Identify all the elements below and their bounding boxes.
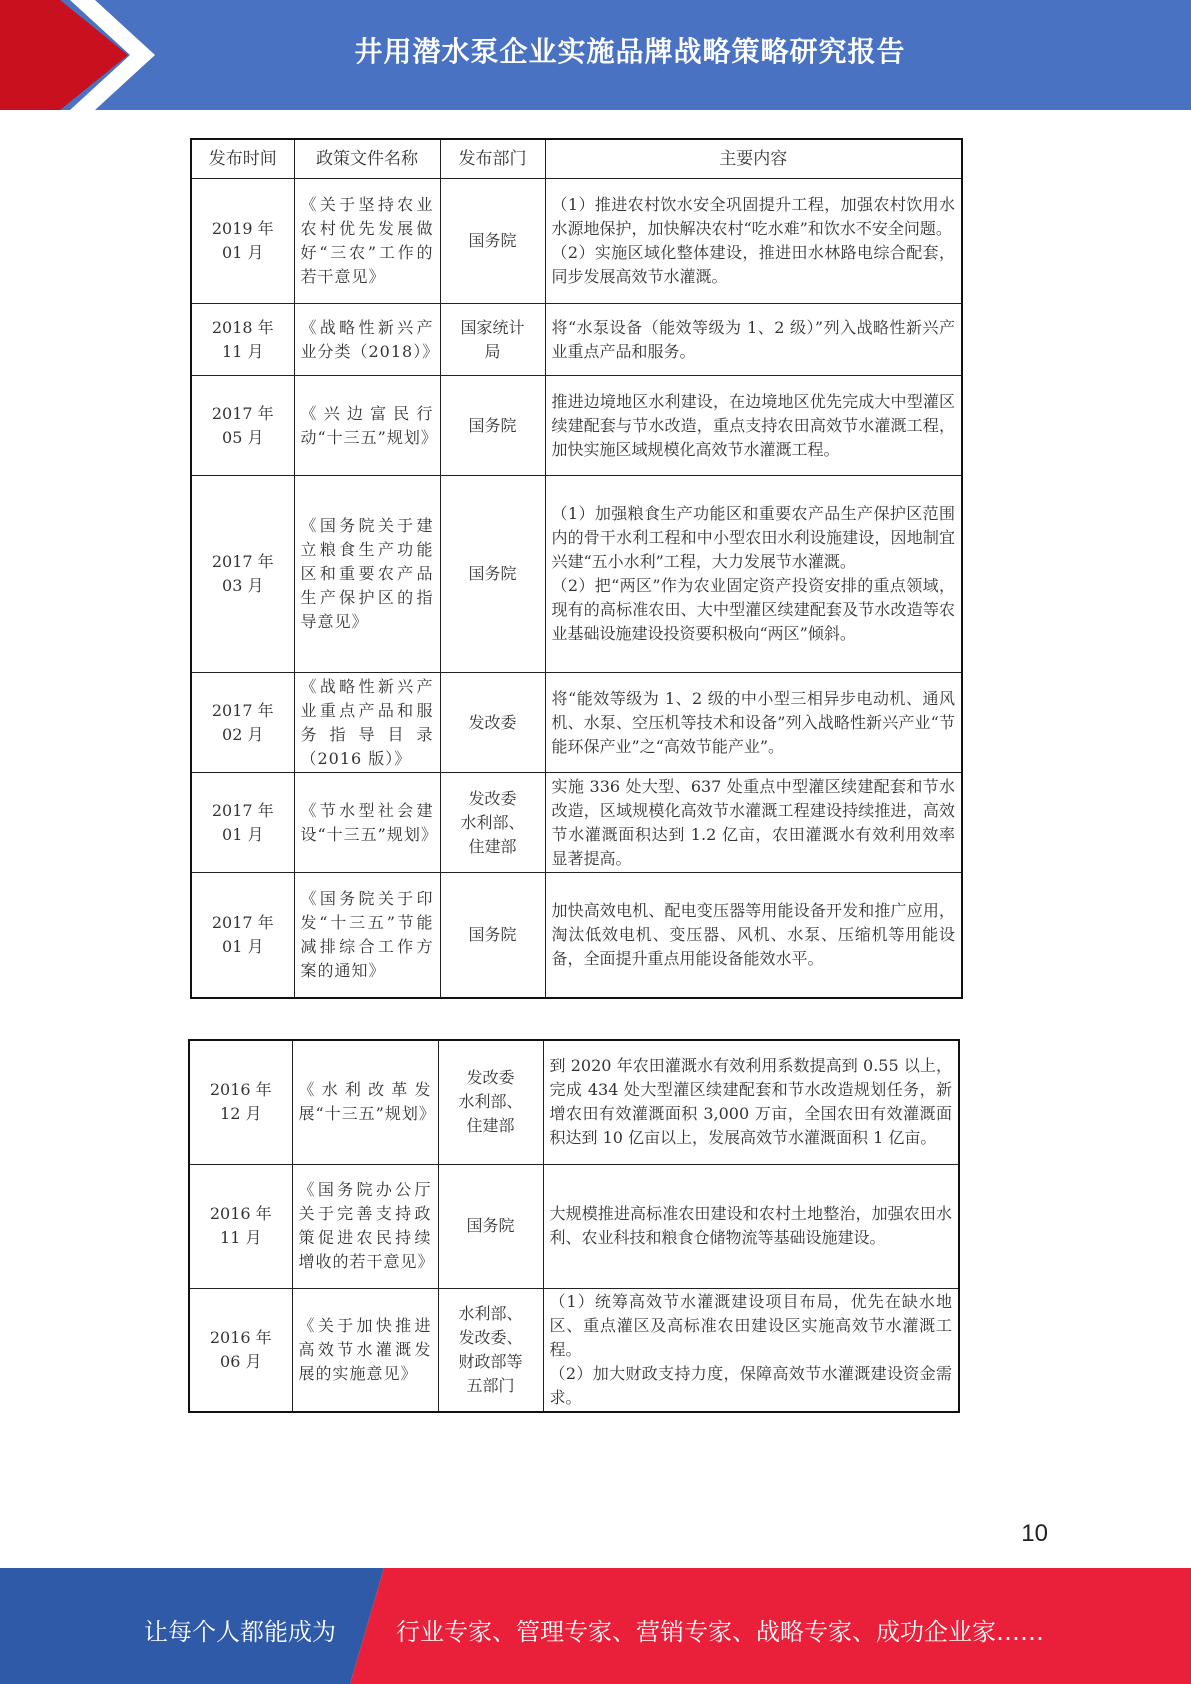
policy-name-cell: 《战略性新兴产业分类（2018）》 [294,304,440,376]
content-paragraph: 加快高效电机、配电变压器等用能设备开发和推广应用，淘汰低效电机、变压器、风机、水泵、压缩机等用能设备，全面提升重点用能设备能效水平。 [551,900,955,968]
department-line: 局 [484,341,501,361]
release-date-line: 2017 年 [211,800,274,820]
content-paragraph: 到 2020 年农田灌溉水有效利用系数提高到 0.55 以上，完成 434 处大型灌区续建配套和节水改造规划任务，新增农田有效灌溉面积 3,000 万亩，全国农田有效灌溉面积达到 10 亿亩以上，发展高效节水灌溉面积 1 亿亩。 [549,1056,952,1148]
main-content-cell [545,476,962,673]
policy-name-cell: 《兴边富民行动“十三五”规划》 [294,376,440,476]
table-row [189,1040,959,1164]
table-row [189,1288,959,1412]
release-date-cell [191,304,294,376]
release-date-line: 2017 年 [211,403,274,423]
main-content-cell [543,1040,959,1164]
release-date-line: 2019 年 [211,219,274,238]
table-row [191,476,962,673]
policy-name-cell: 《战略性新兴产业重点产品和服务指导目录（2016 版）》 [294,673,440,773]
release-date-line: 2017 年 [211,552,274,571]
department-line: 国务院 [468,564,517,583]
main-content-cell [545,873,962,998]
release-date-cell [191,476,294,673]
release-date-line: 03 月 [222,576,264,595]
column-header-department: 发布部门 [440,139,545,179]
content-paragraph: （2）把“两区”作为农业固定资产投资安排的重点领域，现有的高标准农田、大中型灌区续建配套及节水改造等农业基础设施建设投资要积极向“两区”倾斜。 [551,576,955,643]
department-line: 发改委、 [458,1327,523,1347]
content-paragraph: （1）加强粮食生产功能区和重要农产品生产保护区范围内的骨干水利工程和中小型农田水利设施建设，因地制宜兴建“五小水利”工程，大力发展节水灌溉。 [551,504,955,571]
document-title: 井用潜水泵企业实施品牌战略策略研究报告 [354,35,906,68]
policy-name-cell: 《节水型社会建设“十三五”规划》 [294,773,440,873]
policy-table [190,138,963,999]
release-date-cell [189,1288,292,1412]
department-cell [438,1040,543,1164]
policy-table-continued [188,1039,960,1413]
department-cell [440,179,545,304]
content-paragraph: 大规模推进高标准农田建设和农村土地整治，加强农田水利、农业科技和粮食仓储物流等基础设施建设。 [549,1204,952,1247]
content-paragraph: 将“水泵设备（能效等级为 1、2 级）”列入战略性新兴产业重点产品和服务。 [551,317,955,361]
release-date-line: 11 月 [220,1228,262,1247]
content-paragraph: 将“能效等级为 1、2 级的中小型三相异步电动机、通风机、水泵、空压机等技术和设备”列入战略性新兴产业“节能环保产业”之“高效节能产业”。 [551,688,955,756]
column-header-date: 发布时间 [191,139,294,179]
content-paragraph: （1）统筹高效节水灌溉建设项目布局，优先在缺水地区、重点灌区及高标准农田建设区实施高效节水灌溉工程。 [549,1291,952,1359]
release-date-line: 05 月 [222,427,264,447]
department-line: 发改委 [468,712,517,732]
table-row [191,304,962,376]
department-line: 住建部 [468,836,517,856]
main-content-cell [545,673,962,773]
release-date-line: 2017 年 [211,912,274,932]
department-line: 住建部 [466,1116,515,1136]
release-date-line: 2018 年 [211,317,274,337]
content-paragraph: （2）实施区域化整体建设，推进田水林路电综合配套，同步发展高效节水灌溉。 [551,243,955,286]
release-date-cell [189,1164,292,1288]
policy-name-cell: 《关于加快推进高效节水灌溉发展的实施意见》 [292,1288,438,1412]
release-date-line: 01 月 [222,243,264,262]
release-date-cell [191,376,294,476]
department-line: 五部门 [466,1375,515,1395]
release-date-line: 2016 年 [209,1204,272,1223]
main-content-cell [545,376,962,476]
table-row [191,376,962,476]
policy-name-cell: 《国务院关于建立粮食生产功能区和重要农产品生产保护区的指导意见》 [294,476,440,673]
column-header-content: 主要内容 [545,139,962,179]
main-content-cell [545,304,962,376]
department-cell [438,1288,543,1412]
policy-name-cell: 《关于坚持农业农村优先发展做好“三农”工作的若干意见》 [294,179,440,304]
page-header [0,0,1191,110]
release-date-line: 06 月 [220,1351,262,1371]
department-cell [440,873,545,998]
department-cell [440,773,545,873]
footer-slogan-right: 行业专家、管理专家、营销专家、战略专家、成功企业家…… [396,1618,1044,1646]
content-paragraph: 推进边境地区水利建设，在边境地区优先完成大中型灌区续建配套与节水改造，重点支持农田高效节水灌溉工程，加快实施区域规模化高效节水灌溉工程。 [551,391,955,459]
release-date-line: 2017 年 [211,700,274,720]
department-line: 水利部、 [458,1303,523,1323]
release-date-line: 12 月 [220,1104,262,1124]
release-date-cell [191,773,294,873]
department-cell [438,1164,543,1288]
department-line: 水利部、 [458,1092,523,1112]
main-content-cell [545,773,962,873]
table-row [191,673,962,773]
content-paragraph: （2）加大财政支持力度，保障高效节水灌溉建设资金需求。 [549,1363,952,1407]
policy-name-cell: 《水利改革发展“十三五”规划》 [292,1040,438,1164]
department-line: 国务院 [468,924,517,944]
table-row [189,1164,959,1288]
department-cell [440,476,545,673]
department-line: 水利部、 [460,812,525,832]
table-row [191,179,962,304]
release-date-line: 2016 年 [209,1327,272,1347]
release-date-line: 02 月 [222,724,264,744]
department-cell [440,304,545,376]
policy-name-cell: 《国务院关于印发“十三五”节能减排综合工作方案的通知》 [294,873,440,998]
page-footer [0,1568,1191,1684]
release-date-cell [191,873,294,998]
release-date-cell [191,179,294,304]
release-date-line: 01 月 [222,936,264,956]
table-row [191,773,962,873]
column-header-policy-name: 政策文件名称 [294,139,440,179]
content-paragraph: 实施 336 处大型、637 处重点中型灌区续建配套和节水改造，区域规模化高效节水灌溉工程建设持续推进，高效节水灌溉面积达到 1.2 亿亩，农田灌溉水有效利用效率显著提高。 [551,776,955,868]
department-line: 国务院 [468,415,517,435]
department-line: 国务院 [466,1216,515,1235]
department-cell [440,673,545,773]
table-header-row [191,139,962,179]
release-date-cell [189,1040,292,1164]
page-number: 10 [1021,1520,1048,1547]
policy-name-cell: 《国务院办公厅关于完善支持政策促进农民持续增收的若干意见》 [292,1164,438,1288]
table-row [191,873,962,998]
department-line: 国务院 [468,231,517,250]
department-line: 国家统计 [460,317,525,337]
release-date-line: 01 月 [222,824,264,844]
main-content-cell [545,179,962,304]
release-date-cell [191,673,294,773]
main-content-cell [543,1288,959,1412]
release-date-line: 2016 年 [209,1080,272,1100]
footer-slogan-left: 让每个人都能成为 [144,1618,336,1646]
main-content-cell [543,1164,959,1288]
department-line: 发改委 [468,788,517,808]
content-paragraph: （1）推进农村饮水安全巩固提升工程，加强农村饮用水水源地保护，加快解决农村“吃水难”和饮水不安全问题。 [551,195,955,238]
department-line: 发改委 [466,1068,515,1088]
department-line: 财政部等 [458,1351,523,1371]
department-cell [440,376,545,476]
release-date-line: 11 月 [222,341,264,361]
